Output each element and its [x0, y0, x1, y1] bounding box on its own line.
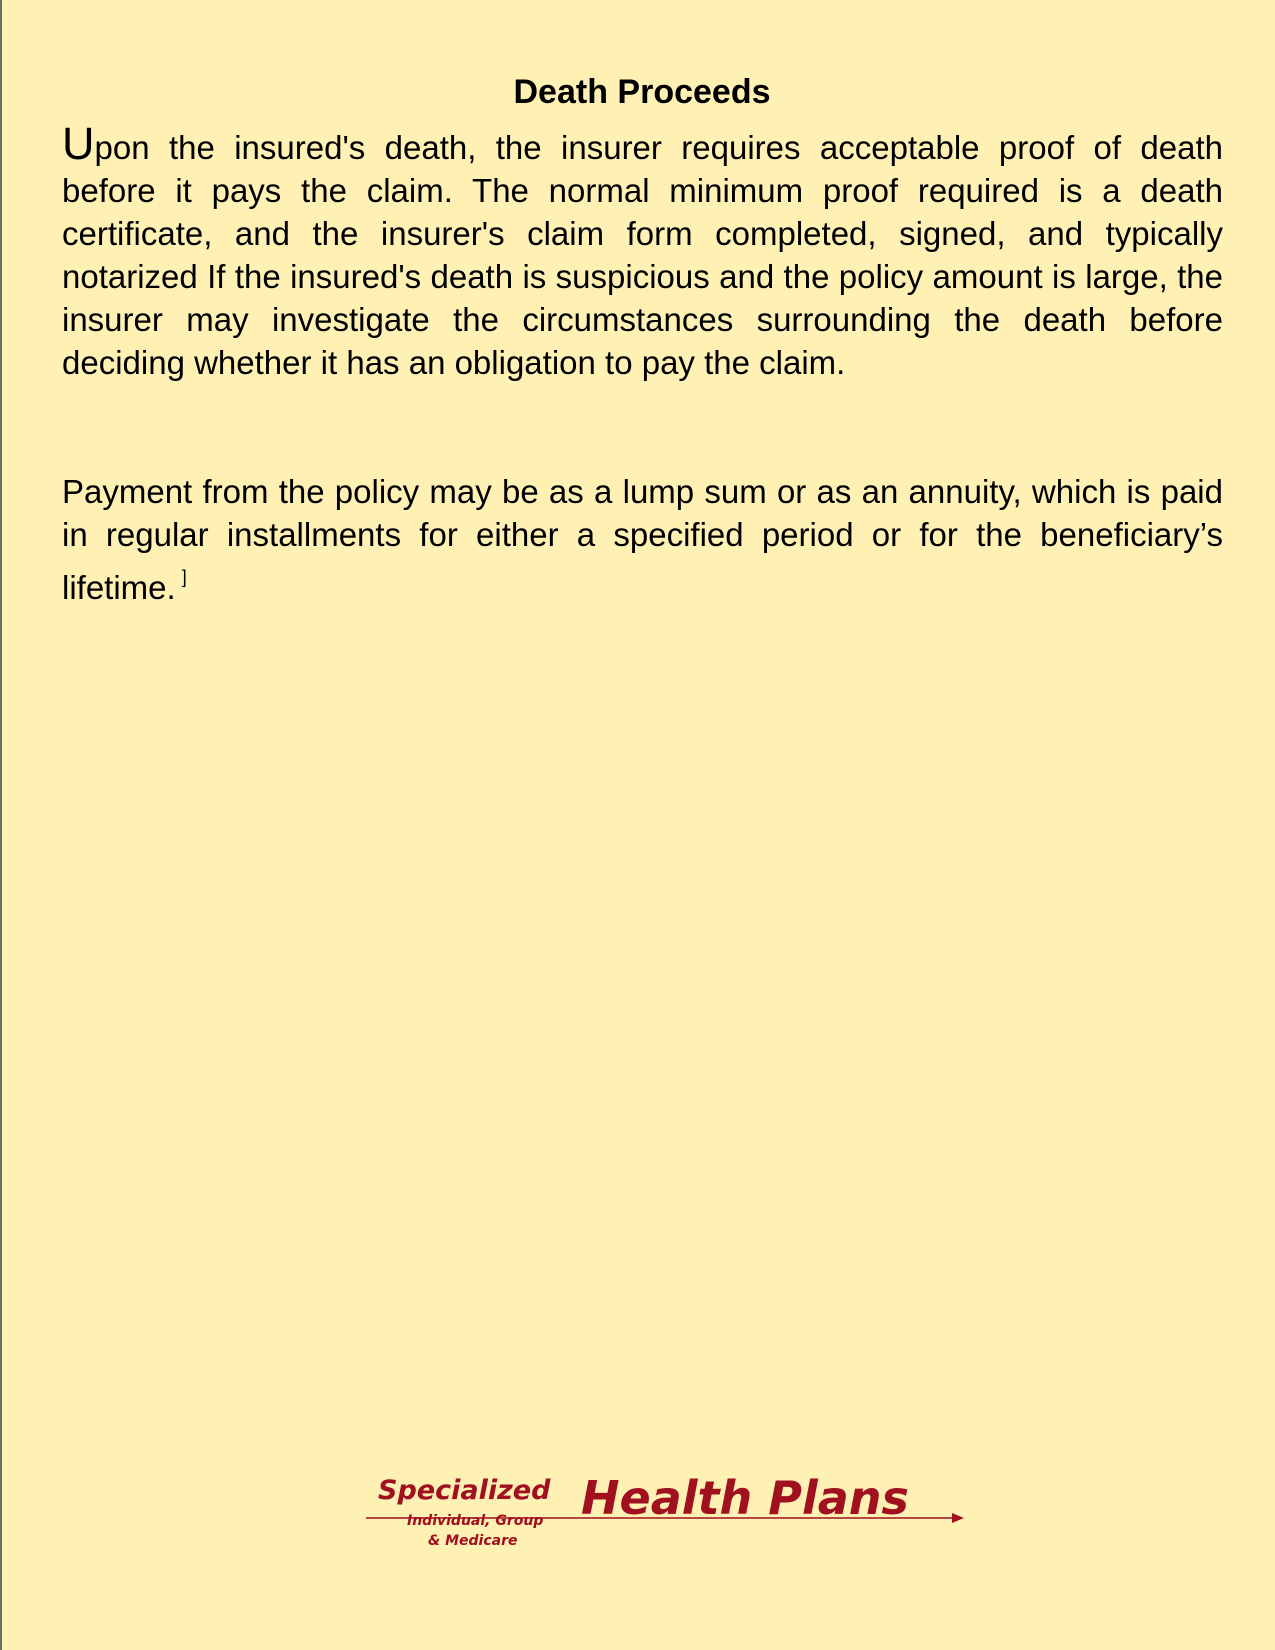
drop-cap-letter: U: [62, 118, 95, 169]
logo-subtitle-line-1: Individual, Group: [407, 1513, 544, 1529]
logo-word-health-plans: Health Plans: [581, 1471, 909, 1525]
logo-word-specialized: Specialized: [378, 1475, 551, 1506]
page-title: Death Proceeds: [513, 73, 771, 111]
specialized-health-plans-logo: [360, 1471, 960, 1565]
paragraph-payment-options: [62, 470, 1223, 609]
logo-subtitle-line-2: & Medicare: [428, 1533, 518, 1549]
footnote-mark: ]: [181, 567, 187, 587]
paragraph-proof-of-death: [62, 118, 1223, 384]
paragraph-payment-options-text: Payment from the policy may be as a lump sum or as an annuity, which is paid in regular installments for either a specified period or for the beneficiary’s lifetime.: [62, 473, 1223, 606]
paragraph-proof-of-death-text: pon the insured's death, the insurer requires acceptable proof of death before it pays the claim. The normal minimum proof required is a death certificate, and the insurer's claim form completed, signed, and typically notarized If the insured's death is suspicious and the policy amount is large, the insurer may investigate the circumstances surrounding the death before deciding whether it has an obligation to pay the claim.: [62, 129, 1223, 381]
page-left-border: [0, 0, 2, 1650]
